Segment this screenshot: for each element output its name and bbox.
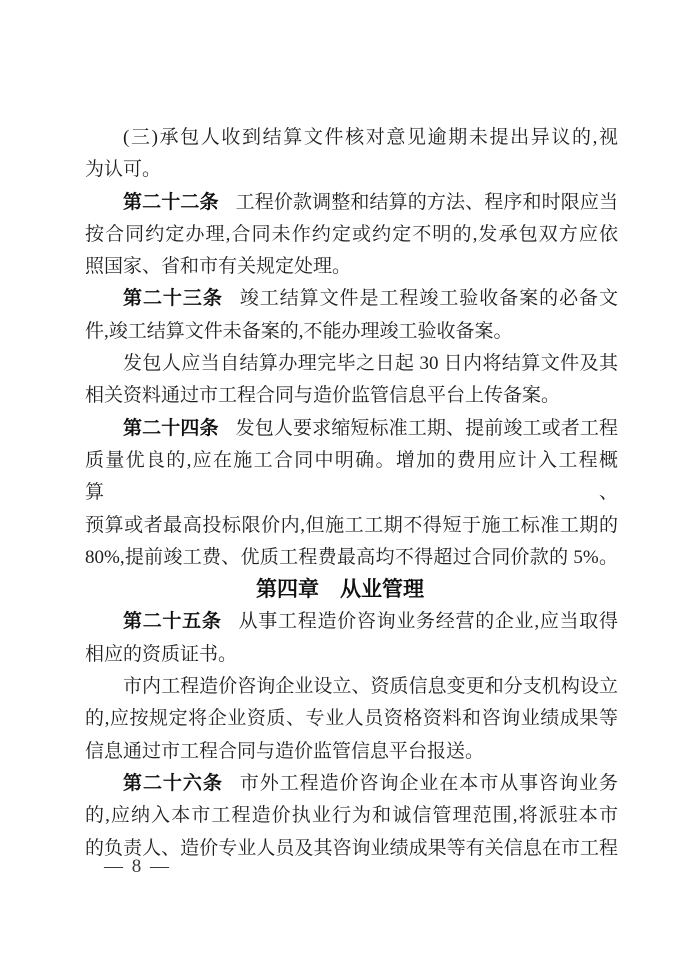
text-segment: 发包人要求缩短标准工期、提前竣工或者工程 (235, 417, 618, 439)
paragraph-article-22 (85, 187, 618, 284)
paragraph-article-25-para-2 (85, 671, 618, 768)
text-segment: 竣工结算文件是工程竣工验收备案的必备文 (239, 288, 618, 310)
text-segment: 从事工程造价咨询业务经营的企业,应当取得 (238, 611, 618, 633)
text-line: 预算或者最高投标限价内,但施工工期不得短于施工标准工期的 (85, 514, 618, 536)
text-line (85, 283, 618, 315)
paragraph-clause-iii (85, 122, 618, 187)
paragraph-article-25 (85, 606, 618, 671)
chapter-heading: 第四章 从业管理 (256, 578, 424, 602)
text-line: 为认可。 (85, 159, 162, 181)
page-content (85, 122, 618, 865)
text-line: 的,应纳入本市工程造价执业行为和诚信管理范围,将派驻本市 (85, 805, 618, 827)
text-line: 件,竣工结算文件未备案的,不能办理竣工验收备案。 (85, 320, 513, 342)
text-line: (三)承包人收到结算文件核对意见逾期未提出异议的,视 (123, 127, 618, 148)
text-line (85, 768, 618, 800)
paragraph-article-23 (85, 283, 618, 348)
text-line: 80%,提前竣工费、优质工程费最高均不得超过合同价款的 5%。 (85, 546, 618, 568)
text-line (85, 606, 618, 638)
text-line: 信息通过市工程合同与造价监管信息平台报送。 (85, 740, 485, 762)
article-number-label: 第二十六条 (123, 772, 223, 794)
text-line: 发包人应当自结算办理完毕之日起 30 日内将结算文件及其 (123, 353, 618, 375)
article-number-label: 第二十四条 (123, 417, 219, 439)
text-segment: 市外工程造价咨询企业在本市从事咨询业务 (239, 772, 618, 794)
text-line (85, 187, 618, 219)
text-line: 质量优良的,应在施工合同中明确。增加的费用应计入工程概算、 (85, 449, 618, 504)
text-line: 市内工程造价咨询企业设立、资质信息变更和分支机构设立 (123, 676, 618, 698)
article-number-label: 第二十五条 (123, 611, 222, 633)
text-line: 按合同约定办理,合同未作约定或约定不明的,发承包双方应依 (85, 223, 618, 245)
article-number-label: 第二十三条 (123, 288, 223, 310)
text-line: 的负责人、造价专业人员及其咨询业绩成果等有关信息在市工程 (85, 837, 618, 859)
text-line: 的,应按规定将企业资质、专业人员资格资料和咨询业绩成果等 (85, 708, 618, 730)
article-number-label: 第二十二条 (123, 191, 219, 213)
text-line: 相关资料通过市工程合同与造价监管信息平台上传备案。 (85, 385, 561, 407)
paragraph-article-24 (85, 413, 618, 574)
paragraph-article-23-para-2 (85, 348, 618, 413)
text-segment: 工程价款调整和结算的方法、程序和时限应当 (235, 191, 618, 213)
text-line: 相应的资质证书。 (85, 643, 238, 665)
text-line: 照国家、省和市有关规定处理。 (85, 256, 352, 278)
paragraph-article-26 (85, 768, 618, 865)
page-number: — 8 — (104, 856, 171, 877)
text-line (85, 413, 618, 445)
